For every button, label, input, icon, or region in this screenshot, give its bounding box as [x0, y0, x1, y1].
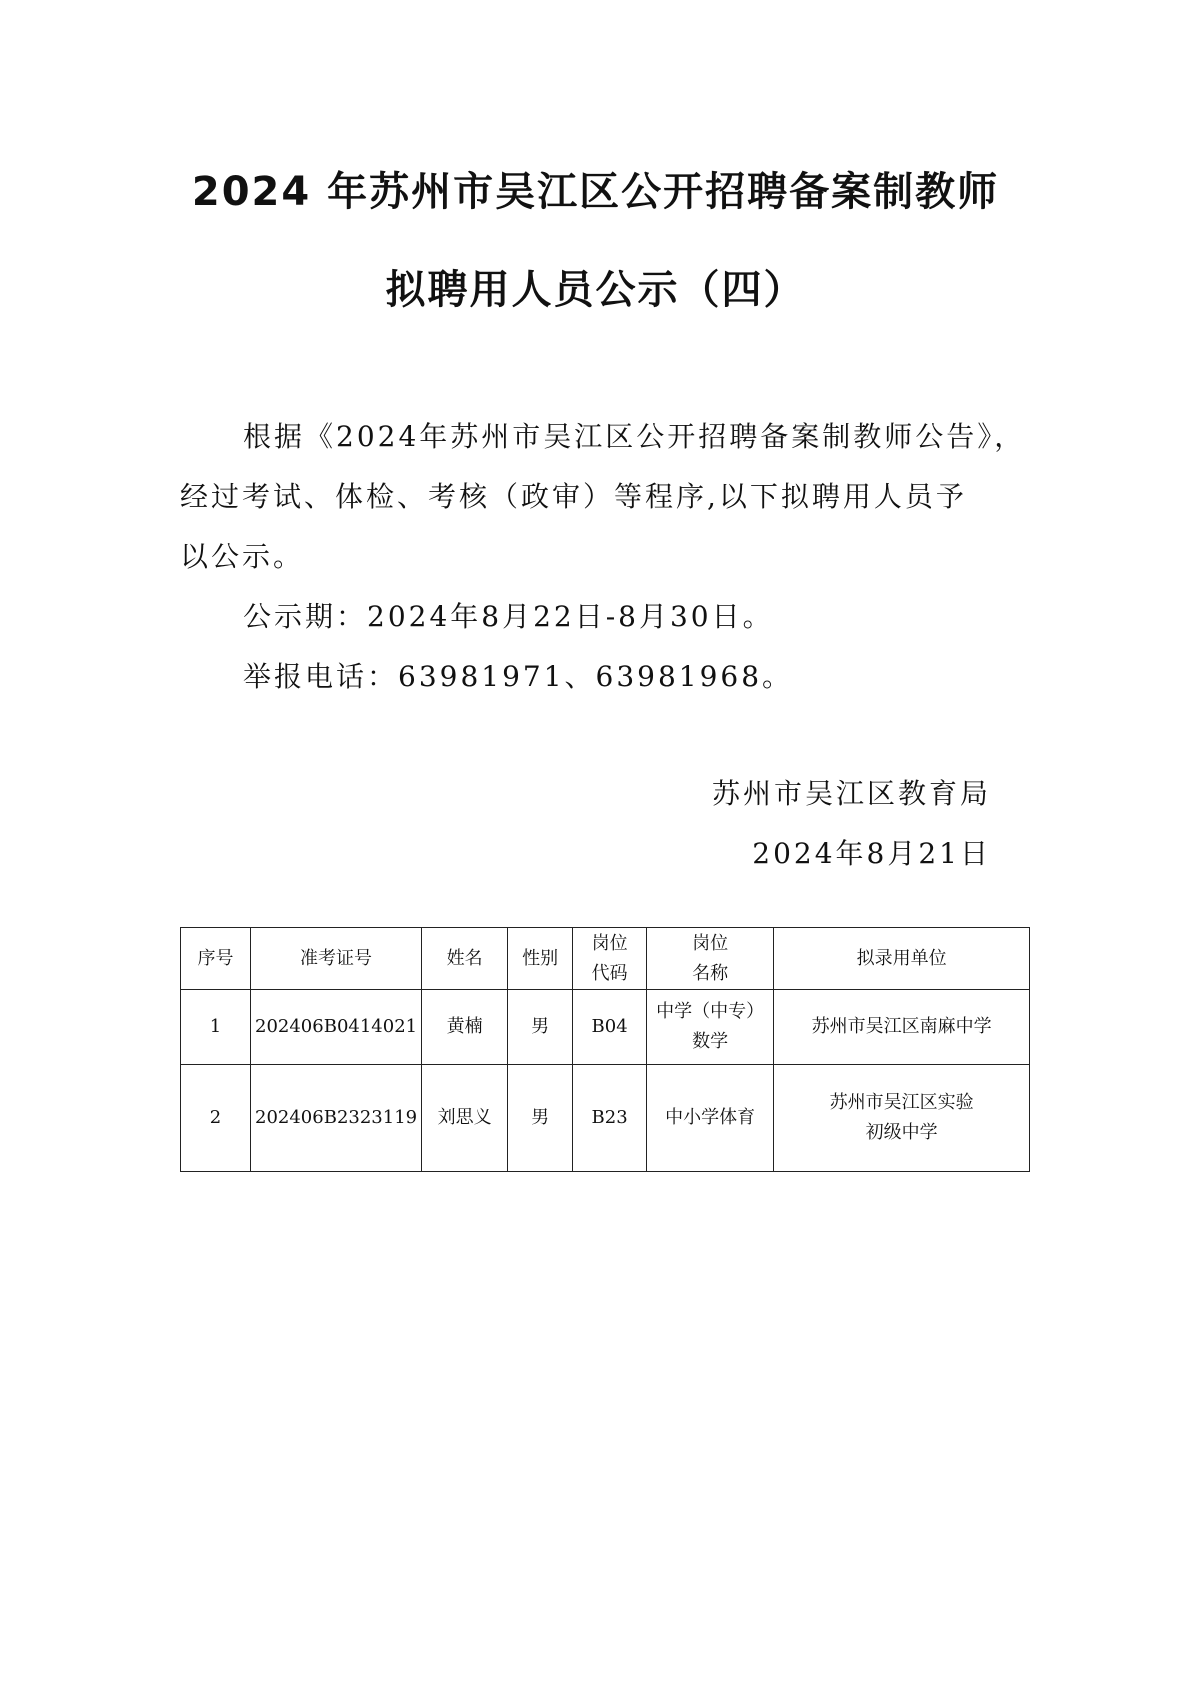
cell-post-name — [647, 990, 774, 1065]
cell-exam-no: 202406B2323119 — [251, 1065, 422, 1172]
header-post-name-line-2: 名称 — [692, 962, 729, 984]
header-exam-no: 准考证号 — [251, 928, 422, 990]
intro-line-2: 经过考试、体检、考核（政审）等程序,以下拟聘用人员予 — [180, 480, 967, 513]
intro-line-1: 根据《2024年苏州市吴江区公开招聘备案制教师公告》， — [243, 420, 1026, 453]
table-header-row — [181, 928, 1030, 990]
cell-post-name-line-2: 数学 — [692, 1031, 729, 1052]
cell-seq: 1 — [181, 990, 251, 1065]
header-gender: 性别 — [508, 928, 573, 990]
issue-date: 2024年8月21日 — [752, 837, 991, 870]
cell-unit-line-1: 苏州市吴江区实验 — [829, 1092, 974, 1113]
header-seq: 序号 — [181, 928, 251, 990]
header-post-code-line-2: 代码 — [591, 962, 628, 984]
cell-seq: 2 — [181, 1065, 251, 1172]
cell-post-name — [647, 1065, 774, 1172]
report-hotline: 举报电话：63981971、63981968。 — [243, 660, 794, 693]
cell-unit-line-1: 苏州市吴江区南麻中学 — [811, 1016, 992, 1037]
cell-unit — [774, 1065, 1030, 1172]
cell-gender: 男 — [508, 1065, 573, 1172]
header-post-code — [573, 928, 647, 990]
cell-name: 刘思义 — [422, 1065, 508, 1172]
header-post-name-line-1: 岗位 — [692, 932, 729, 954]
cell-post-name-line-1: 中学（中专） — [656, 1001, 765, 1022]
cell-post-code: B04 — [573, 990, 647, 1065]
cell-unit — [774, 990, 1030, 1065]
cell-unit-line-2: 初级中学 — [865, 1122, 938, 1143]
header-post-name — [647, 928, 774, 990]
intro-line-3: 以公示。 — [180, 540, 305, 573]
issuer: 苏州市吴江区教育局 — [711, 777, 991, 810]
cell-post-code: B23 — [573, 1065, 647, 1172]
table-row — [181, 1065, 1030, 1172]
cell-exam-no: 202406B0414021 — [251, 990, 422, 1065]
cell-name: 黄楠 — [422, 990, 508, 1065]
header-unit: 拟录用单位 — [774, 928, 1030, 990]
header-post-code-line-1: 岗位 — [591, 932, 628, 954]
page-title-line-1: 2024 年苏州市吴江区公开招聘备案制教师 — [191, 169, 1000, 215]
hiring-table — [180, 927, 1030, 1172]
cell-gender: 男 — [508, 990, 573, 1065]
page-title-line-2: 拟聘用人员公示（四） — [385, 267, 806, 313]
publicity-period: 公示期：2024年8月22日-8月30日。 — [243, 600, 774, 633]
table-row — [181, 990, 1030, 1065]
header-name: 姓名 — [422, 928, 508, 990]
cell-post-name-line-1: 中小学体育 — [665, 1107, 756, 1128]
